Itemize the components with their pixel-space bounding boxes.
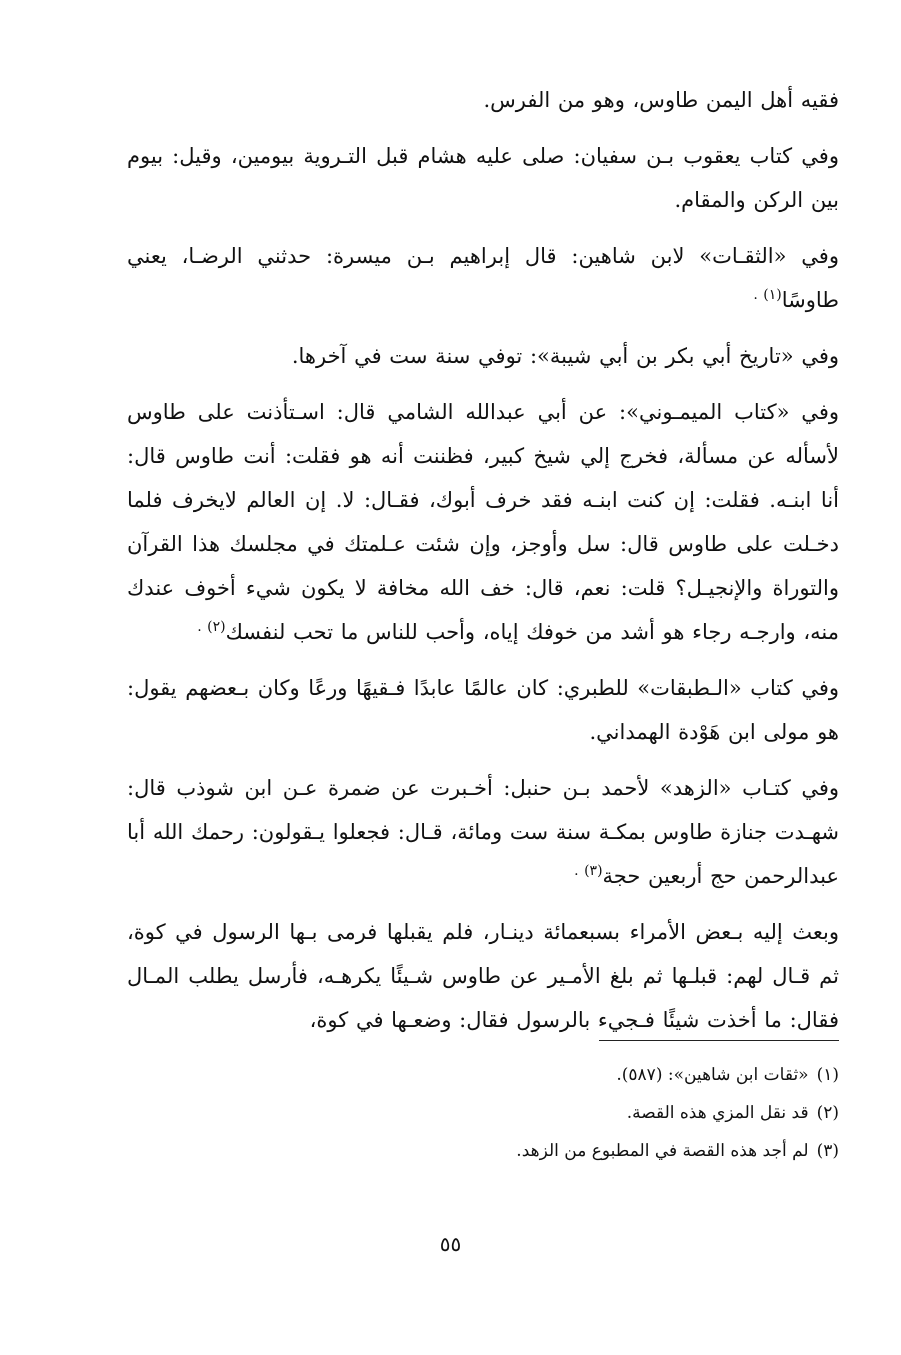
paragraph-text: فقيه أهل اليمن طاوس، وهو من الفرس.: [483, 88, 839, 112]
main-text: [127, 78, 839, 1054]
paragraph-text: وبعث إليه بـعض الأمراء بسبعمائة دينـار، فلم يقبلها فرمى بـها الرسول في كوة، ثم قـال لهم: قبلـها ثم بلغ الأمـير عن طاوس شـيئًا يكرهـه، فأرسل يطلب المـال فقال: ما أخذت شيئًا فـجيء بالرسول فقال: وضعـها في كوة،: [127, 920, 839, 1032]
footnote-reference-1[interactable]: (١) .: [753, 287, 782, 303]
footnote-reference-2[interactable]: (٢) .: [197, 619, 226, 635]
footnote-text: «ثقات ابن شاهين»: (٥٨٧).: [616, 1065, 809, 1085]
footnote-number: (٣): [816, 1141, 839, 1161]
paragraph-5: [127, 390, 839, 654]
footnote-number: (١): [816, 1065, 839, 1085]
paragraph-text: وفي كتـاب «الزهد» لأحمد بـن حنبل: أخـبرت عن ضمرة عـن ابن شوذب قال: شهـدت جنازة طاوس بمكـة سنة ست ومائة، قـال: فجعلوا يـقولون: رحمك الله أبا عبدالرحمن حج أربعين حجة: [127, 776, 839, 888]
footnote-3: [127, 1132, 839, 1170]
paragraph-6: [127, 666, 839, 754]
footnote-text: لم أجد هذه القصة في المطبوع من الزهد.: [516, 1141, 809, 1161]
paragraph-2: [127, 134, 839, 222]
footnote-2: [127, 1094, 839, 1132]
paragraph-4: [127, 334, 839, 378]
footnote-reference-3[interactable]: (٣) .: [574, 863, 603, 879]
paragraph-text: وفي «كتاب الميمـوني»: عن أبي عبدالله الشامي قال: اسـتأذنت على طاوس لأسأله عن مسألة، فخرج إلي شيخ كبير، فظننت أنه هو فقلت: أنت طاوس قال: أنا ابنـه. فقلت: إن كنت ابنـه فقد خرف أبوك، فقـال: لا. إن العالم لايخرف فلما دخـلت على طاوس قال: سل وأوجز، وإن شئت عـلمتك في مجلسك هذا القرآن والتوراة والإنجيـل؟ قلت: نعم، قال: خف الله مخافة لا يكون شيء أخوف عندك منه، وارجـه رجاء هو أشد من خوفك إياه، وأحب للناس ما تحب لنفسك: [127, 400, 839, 644]
page-number: ٥٥: [439, 1232, 462, 1256]
paragraph-text: وفي كتاب «الـطبقات» للطبري: كان عالمًا عابدًا فـقيهًا ورعًا وكان بـعضهم يقول: هو مولى ابن هَوْدة الهمداني.: [127, 676, 839, 744]
footnote-text: قد نقل المزي هذه القصة.: [626, 1103, 809, 1123]
paragraph-7: [127, 766, 839, 898]
paragraph-text: وفي «الثقـات» لابن شاهين: قال إبراهيم بـن ميسرة: حدثني الرضـا، يعني طاوسًا: [127, 244, 839, 312]
footnote-divider: [599, 1040, 839, 1041]
paragraph-3: [127, 234, 839, 322]
paragraph-1: [127, 78, 839, 122]
footnote-1: [127, 1056, 839, 1094]
footnote-number: (٢): [816, 1103, 839, 1123]
paragraph-text: وفي كتاب يعقوب بـن سفيان: صلى عليه هشام قبل التـروية بيومين، وقيل: بيوم بين الركن والمقام.: [127, 144, 839, 212]
paragraph-8: [127, 910, 839, 1042]
paragraph-text: وفي «تاريخ أبي بكر بن أبي شيبة»: توفي سنة ست في آخرها.: [291, 344, 839, 368]
footnotes: [127, 1056, 839, 1170]
